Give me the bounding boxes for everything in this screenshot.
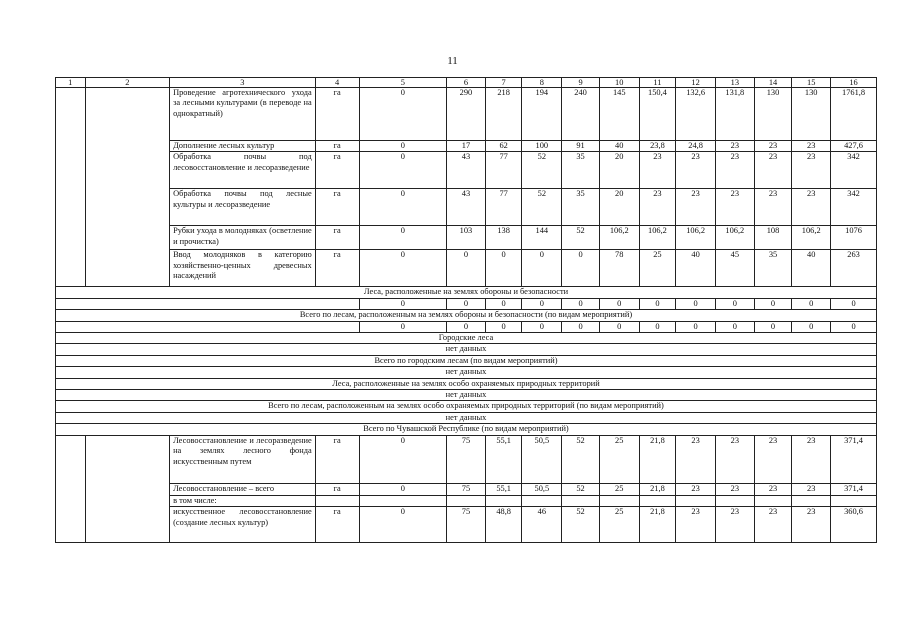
value-cell: 0	[359, 152, 447, 189]
empty-cell	[56, 435, 86, 542]
value-cell: 35	[562, 152, 600, 189]
value-cell: 0	[562, 321, 600, 332]
value-cell: 0	[599, 321, 639, 332]
value-cell: 106,2	[792, 226, 831, 250]
unit-cell: га	[315, 226, 359, 250]
value-cell: 77	[485, 152, 522, 189]
header-cell: 4	[315, 78, 359, 88]
table-row	[56, 495, 877, 506]
unit-cell: га	[315, 152, 359, 189]
value-cell: 50,5	[522, 435, 562, 483]
measure-name: искусственное лесовосстановление (создание лесных культур)	[170, 507, 316, 543]
value-cell: 0	[831, 321, 877, 332]
value-cell: 52	[522, 189, 562, 226]
value-cell: 25	[639, 250, 676, 287]
value-cell: 0	[792, 321, 831, 332]
value-cell: 0	[447, 321, 486, 332]
table-row	[56, 88, 877, 141]
value-cell: 23	[715, 152, 754, 189]
unit-cell: га	[315, 435, 359, 483]
no-data-row	[56, 412, 877, 423]
value-cell: 144	[522, 226, 562, 250]
section-republic-total	[56, 424, 877, 435]
unit-cell: га	[315, 483, 359, 495]
measure-name: Дополнение лесных культур	[170, 141, 316, 152]
value-cell: 55,1	[485, 483, 522, 495]
no-data-row	[56, 367, 877, 378]
value-cell: 0	[676, 298, 716, 309]
value-cell: 0	[359, 298, 447, 309]
value-cell	[715, 495, 754, 506]
value-cell: 0	[792, 298, 831, 309]
empty-cell	[56, 298, 360, 309]
value-cell: 23	[639, 189, 676, 226]
table-row	[56, 189, 877, 226]
value-cell: 23	[792, 435, 831, 483]
value-cell: 427,6	[831, 141, 877, 152]
value-cell: 23	[754, 435, 792, 483]
value-cell: 23	[792, 507, 831, 543]
value-cell	[359, 495, 447, 506]
value-cell: 40	[792, 250, 831, 287]
table-row	[56, 141, 877, 152]
value-cell: 290	[447, 88, 486, 141]
value-cell: 0	[754, 321, 792, 332]
header-cell: 9	[562, 78, 600, 88]
empty-cell	[85, 88, 170, 287]
section-protected-total	[56, 401, 877, 412]
table-row	[56, 250, 877, 287]
measure-name: Рубки ухода в молодняках (осветление и прочистка)	[170, 226, 316, 250]
header-cell: 10	[599, 78, 639, 88]
measures-table	[55, 77, 877, 543]
value-cell: 23	[754, 483, 792, 495]
unit-cell: га	[315, 507, 359, 543]
value-cell: 0	[715, 321, 754, 332]
value-cell: 218	[485, 88, 522, 141]
value-cell	[754, 495, 792, 506]
no-data-row	[56, 390, 877, 401]
table-row	[56, 226, 877, 250]
empty-cell	[56, 321, 360, 332]
value-cell: 0	[676, 321, 716, 332]
value-cell: 0	[359, 321, 447, 332]
section-heading: Всего по городским лесам (по видам мероприятий)	[56, 355, 877, 366]
value-cell: 0	[359, 507, 447, 543]
header-cell: 2	[85, 78, 170, 88]
unit-cell: га	[315, 189, 359, 226]
header-cell: 12	[676, 78, 716, 88]
unit-cell: га	[315, 141, 359, 152]
section-heading: Всего по Чувашской Республике (по видам мероприятий)	[56, 424, 877, 435]
value-cell: 77	[485, 189, 522, 226]
table-row	[56, 507, 877, 543]
value-cell: 0	[831, 298, 877, 309]
value-cell: 50,5	[522, 483, 562, 495]
value-cell: 0	[639, 298, 676, 309]
value-cell: 263	[831, 250, 877, 287]
header-cell: 8	[522, 78, 562, 88]
defense-row	[56, 298, 877, 309]
section-heading: Всего по лесам, расположенным на землях обороны и безопасности (по видам мероприятий)	[56, 310, 877, 321]
value-cell	[562, 495, 600, 506]
value-cell: 0	[359, 250, 447, 287]
value-cell: 43	[447, 189, 486, 226]
value-cell: 106,2	[715, 226, 754, 250]
value-cell: 23	[792, 141, 831, 152]
value-cell: 23	[639, 152, 676, 189]
value-cell: 23	[676, 189, 716, 226]
value-cell: 25	[599, 483, 639, 495]
value-cell: 23	[754, 152, 792, 189]
value-cell: 150,4	[639, 88, 676, 141]
header-row	[56, 78, 877, 88]
value-cell: 23	[676, 507, 716, 543]
empty-cell	[56, 88, 86, 287]
value-cell	[676, 495, 716, 506]
value-cell: 25	[599, 435, 639, 483]
table-row	[56, 435, 877, 483]
section-urban-total	[56, 355, 877, 366]
value-cell: 0	[485, 250, 522, 287]
value-cell: 25	[599, 507, 639, 543]
value-cell: 0	[599, 298, 639, 309]
value-cell: 23	[792, 152, 831, 189]
value-cell: 35	[562, 189, 600, 226]
value-cell: 40	[676, 250, 716, 287]
value-cell: 0	[562, 250, 600, 287]
value-cell: 23,8	[639, 141, 676, 152]
value-cell: 43	[447, 152, 486, 189]
measure-name: Лесовосстановление и лесоразведение на землях лесного фонда искусственным путем	[170, 435, 316, 483]
value-cell: 78	[599, 250, 639, 287]
value-cell: 52	[522, 152, 562, 189]
section-heading: Всего по лесам, расположенным на землях особо охраняемых природных территорий (по видам мероприятий)	[56, 401, 877, 412]
value-cell: 0	[359, 88, 447, 141]
defense-total-row	[56, 321, 877, 332]
header-cell: 7	[485, 78, 522, 88]
value-cell: 342	[831, 152, 877, 189]
unit-cell	[315, 495, 359, 506]
header-cell: 15	[792, 78, 831, 88]
value-cell	[639, 495, 676, 506]
value-cell: 0	[359, 435, 447, 483]
value-cell: 342	[831, 189, 877, 226]
value-cell: 62	[485, 141, 522, 152]
header-cell: 16	[831, 78, 877, 88]
value-cell: 0	[359, 189, 447, 226]
header-cell: 1	[56, 78, 86, 88]
value-cell: 103	[447, 226, 486, 250]
value-cell: 75	[447, 435, 486, 483]
value-cell: 40	[599, 141, 639, 152]
value-cell	[447, 495, 486, 506]
value-cell: 46	[522, 507, 562, 543]
value-cell: 0	[639, 321, 676, 332]
value-cell: 17	[447, 141, 486, 152]
value-cell: 0	[359, 141, 447, 152]
unit-cell: га	[315, 250, 359, 287]
measure-name: Лесовосстановление – всего	[170, 483, 316, 495]
value-cell: 0	[485, 298, 522, 309]
measure-name: Обработка почвы под лесные культуры и лесоразведение	[170, 189, 316, 226]
section-protected	[56, 378, 877, 389]
header-cell: 11	[639, 78, 676, 88]
value-cell: 0	[522, 298, 562, 309]
value-cell: 0	[359, 226, 447, 250]
section-heading: нет данных	[56, 367, 877, 378]
value-cell: 52	[562, 483, 600, 495]
value-cell: 45	[715, 250, 754, 287]
value-cell: 131,8	[715, 88, 754, 141]
value-cell: 0	[359, 483, 447, 495]
value-cell: 23	[754, 141, 792, 152]
value-cell	[792, 495, 831, 506]
value-cell: 23	[676, 152, 716, 189]
value-cell: 24,8	[676, 141, 716, 152]
value-cell: 130	[792, 88, 831, 141]
value-cell: 21,8	[639, 435, 676, 483]
value-cell: 20	[599, 152, 639, 189]
value-cell: 0	[754, 298, 792, 309]
value-cell: 48,8	[485, 507, 522, 543]
header-cell: 5	[359, 78, 447, 88]
value-cell: 55,1	[485, 435, 522, 483]
header-cell: 14	[754, 78, 792, 88]
value-cell: 1076	[831, 226, 877, 250]
value-cell: 106,2	[639, 226, 676, 250]
value-cell: 106,2	[599, 226, 639, 250]
value-cell: 23	[754, 189, 792, 226]
page-number: 11	[447, 55, 458, 67]
value-cell: 0	[562, 298, 600, 309]
value-cell: 75	[447, 507, 486, 543]
value-cell: 100	[522, 141, 562, 152]
header-cell: 13	[715, 78, 754, 88]
value-cell: 75	[447, 483, 486, 495]
value-cell: 1761,8	[831, 88, 877, 141]
value-cell: 23	[715, 141, 754, 152]
value-cell: 132,6	[676, 88, 716, 141]
section-heading: нет данных	[56, 390, 877, 401]
value-cell: 23	[676, 483, 716, 495]
no-data-row	[56, 344, 877, 355]
section-heading: Леса, расположенные на землях особо охраняемых природных территорий	[56, 378, 877, 389]
value-cell	[599, 495, 639, 506]
value-cell: 23	[715, 435, 754, 483]
value-cell: 138	[485, 226, 522, 250]
value-cell: 240	[562, 88, 600, 141]
header-cell: 6	[447, 78, 486, 88]
value-cell: 23	[792, 189, 831, 226]
value-cell: 52	[562, 435, 600, 483]
value-cell: 35	[754, 250, 792, 287]
value-cell: 23	[754, 507, 792, 543]
section-urban	[56, 333, 877, 344]
value-cell	[522, 495, 562, 506]
value-cell: 52	[562, 226, 600, 250]
value-cell: 23	[676, 435, 716, 483]
value-cell: 360,6	[831, 507, 877, 543]
table-row	[56, 483, 877, 495]
unit-cell: га	[315, 88, 359, 141]
measure-name: Проведение агротехнического ухода за лесными культурами (в переводе на однократный)	[170, 88, 316, 141]
header-cell: 3	[170, 78, 316, 88]
measure-name: Обработка почвы под лесовосстановление и лесоразведение	[170, 152, 316, 189]
value-cell: 52	[562, 507, 600, 543]
section-heading: нет данных	[56, 344, 877, 355]
value-cell: 0	[447, 250, 486, 287]
value-cell: 130	[754, 88, 792, 141]
value-cell	[831, 495, 877, 506]
empty-cell	[85, 435, 170, 542]
value-cell: 21,8	[639, 507, 676, 543]
value-cell: 194	[522, 88, 562, 141]
measure-name: в том числе:	[170, 495, 316, 506]
value-cell: 106,2	[676, 226, 716, 250]
value-cell: 0	[447, 298, 486, 309]
section-heading: Леса, расположенные на землях обороны и безопасности	[56, 287, 877, 298]
value-cell: 23	[792, 483, 831, 495]
value-cell: 0	[485, 321, 522, 332]
section-defense	[56, 287, 877, 298]
section-heading: нет данных	[56, 412, 877, 423]
value-cell: 0	[522, 250, 562, 287]
value-cell: 0	[715, 298, 754, 309]
value-cell: 0	[522, 321, 562, 332]
measure-name: Ввод молодняков в категорию хозяйственно-ценных древесных насаждений	[170, 250, 316, 287]
section-heading: Городские леса	[56, 333, 877, 344]
value-cell: 23	[715, 483, 754, 495]
value-cell: 108	[754, 226, 792, 250]
value-cell: 23	[715, 507, 754, 543]
value-cell: 145	[599, 88, 639, 141]
section-defense-total	[56, 310, 877, 321]
value-cell: 23	[715, 189, 754, 226]
table-row	[56, 152, 877, 189]
value-cell: 371,4	[831, 483, 877, 495]
value-cell: 20	[599, 189, 639, 226]
value-cell: 91	[562, 141, 600, 152]
value-cell: 21,8	[639, 483, 676, 495]
value-cell	[485, 495, 522, 506]
value-cell: 371,4	[831, 435, 877, 483]
